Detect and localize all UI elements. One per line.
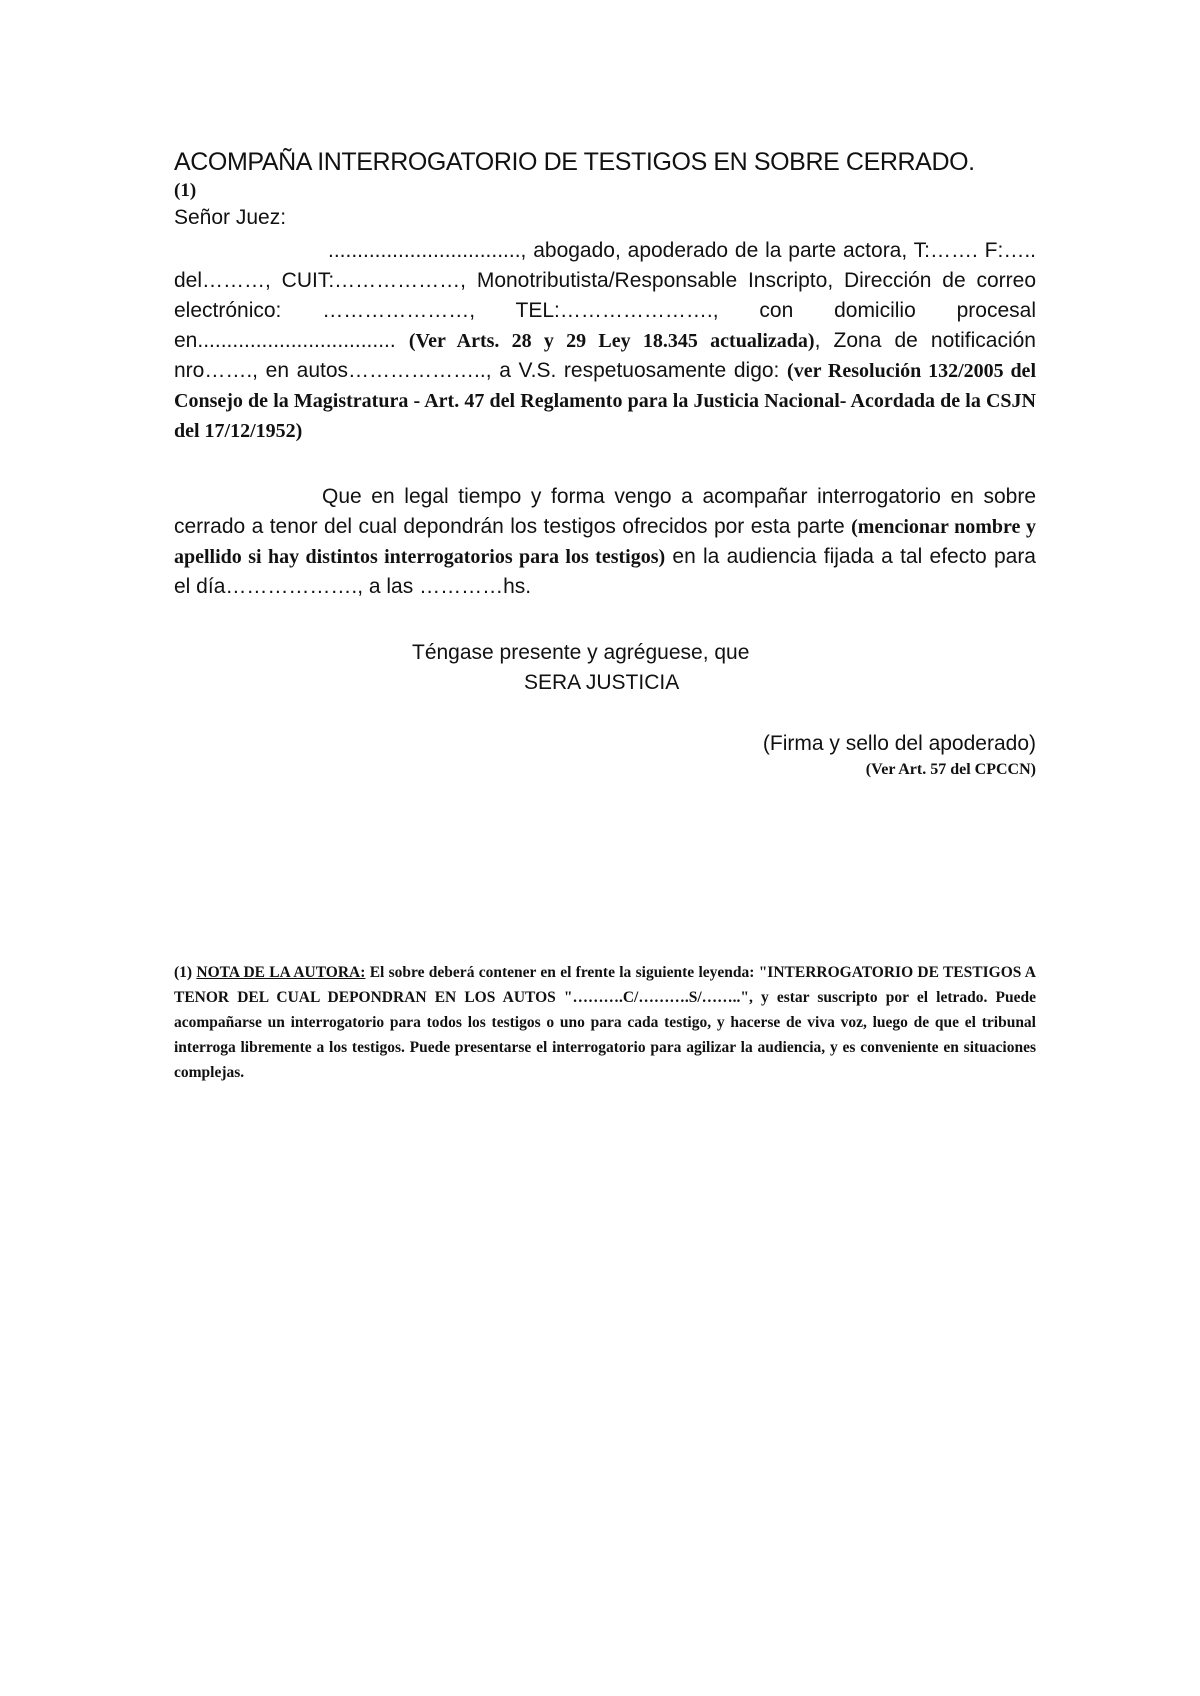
presentation-text-2: , Zona de notificación nro……., en autos……………….., a V.S. respetuosamente digo: (174, 329, 1036, 382)
presentation-text-1: ................................., abogado, apoderado de la parte actora, T:……. F:….. del………, CUIT:………………, Monotributista/Responsable Inscripto, Dirección de correo electrónico: …………………, TEL:…………………., con domicilio procesal en.................................. (174, 239, 1036, 352)
law-reference: (Ver Arts. 28 y 29 Ley 18.345 actualizada) (408, 330, 815, 352)
resolution-reference: (ver Resolución 132/2005 del Consejo de la Magistratura - Art. 47 del Reglamento para la Justicia Nacional- Acordada de la CSJN del 17/12/1952) (174, 360, 1036, 442)
note-text: El sobre deberá contener en el frente la siguiente leyenda: "INTERROGATORIO DE TESTIGOS A TENOR DEL CUAL DEPONDRAN EN LOS AUTOS "……….C/……….S/……..", y estar suscripto por el letrado. Puede acompañarse un interrogatorio para todos los testigos o uno para cada testigo, y hacerse de viva voz, luego de que el tribunal interroga libremente a los testigos. Puede presentarse el interrogatorio para agilizar la audiencia, y es conveniente en situaciones complejas. (174, 964, 1036, 1081)
document-body (174, 146, 1036, 1085)
signature-label: (Firma y sello del apoderado) (762, 732, 1036, 755)
note-number: (1) (174, 964, 197, 981)
closing-formula (174, 638, 1036, 698)
document-title: ACOMPAÑA INTERROGATORIO DE TESTIGOS EN SOBRE CERRADO. (174, 148, 975, 176)
request-text-2: en la audiencia fijada a tal efecto para el día………………., a las …………hs. (174, 545, 1036, 598)
salutation: Señor Juez: (174, 206, 287, 229)
witness-instruction: (mencionar nombre y apellido si hay distintos interrogatorios para los testigos) (174, 516, 1036, 568)
request-text-1: Que en legal tiempo y forma vengo a acompañar interrogatorio en sobre cerrado a tenor del cual depondrán los testigos ofrecidos por esta parte (174, 485, 1036, 538)
author-note (174, 960, 1036, 1085)
closing-line-1: Téngase presente y agréguese, que (412, 641, 750, 664)
note-heading: NOTA DE LA AUTORA: (196, 964, 366, 981)
paragraph-request (174, 482, 1036, 602)
paragraph-presentation (174, 236, 1036, 446)
signature-reference: (Ver Art. 57 del CPCCN) (865, 761, 1036, 778)
closing-line-2: SERA JUSTICIA (524, 671, 680, 694)
footnote-reference: (1) (174, 180, 197, 201)
